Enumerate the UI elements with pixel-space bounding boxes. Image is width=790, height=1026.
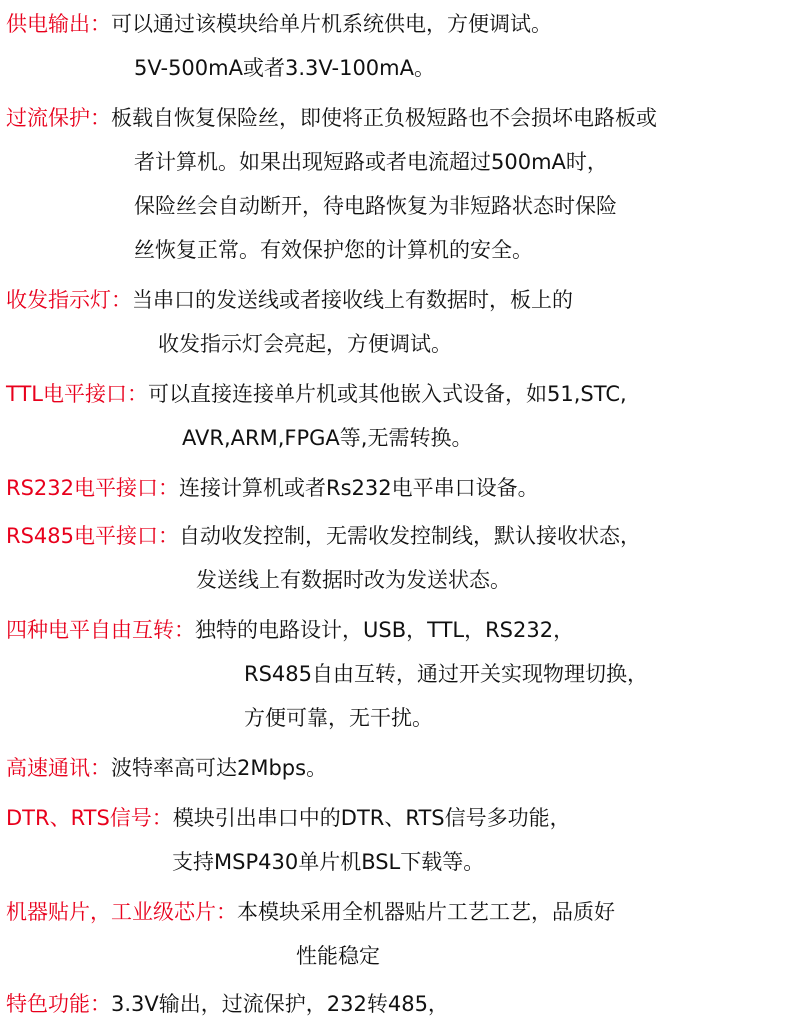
feature-line [0,934,790,978]
feature-text: 可以通过该模块给单片机系统供电，方便调试。 [111,12,552,36]
feature-line [0,184,790,228]
feature-text: 连接计算机或者Rs232电平串口设备。 [179,476,539,500]
feature-label: RS232电平接口： [6,476,180,500]
feature-line [0,796,790,840]
feature-text: 发送线上有数据时改为发送状态。 [196,568,511,592]
feature-machine-smt [0,890,790,978]
feature-label: 四种电平自由互转： [6,618,195,642]
feature-text: 3.3V输出，过流保护，232转485， [111,992,449,1016]
feature-text: 收发指示灯会亮起，方便调试。 [158,332,452,356]
feature-label: DTR、RTS信号： [6,806,173,830]
feature-text: 当串口的发送线或者接收线上有数据时，板上的 [132,288,573,312]
feature-tx-rx-indicator [0,278,790,366]
feature-line [0,140,790,184]
feature-line [0,558,790,602]
feature-text: 5V-500mA或者3.3V-100mA。 [134,56,435,80]
feature-text: 自动收发控制，无需收发控制线，默认接收状态， [179,524,642,548]
feature-label: TTL电平接口： [6,382,148,406]
feature-text: 可以直接连接单片机或其他嵌入式设备，如51,STC, [148,382,627,406]
feature-text: 板载自恢复保险丝，即使将正负极短路也不会损坏电路板或 [111,106,657,130]
feature-line [0,466,790,510]
feature-text: 支持MSP430单片机BSL下载等。 [172,850,485,874]
feature-text: AVR,ARM,FPGA等,无需转换。 [182,426,473,450]
feature-text: 者计算机。如果出现短路或者电流超过500mA时， [134,150,608,174]
feature-line [0,228,790,272]
feature-label: 过流保护： [6,106,111,130]
feature-label: 供电输出： [6,12,111,36]
feature-line [0,652,790,696]
feature-line [0,278,790,322]
feature-text: 方便可靠，无干扰。 [244,706,433,730]
feature-line [0,372,790,416]
feature-label: 特色功能： [6,992,111,1016]
feature-ttl-interface [0,372,790,460]
feature-text: RS485自由互转，通过开关实现物理切换， [244,662,649,686]
feature-line [0,608,790,652]
feature-line [0,982,790,1026]
feature-line [0,96,790,140]
feature-overcurrent-protection [0,96,790,272]
feature-rs232-interface [0,466,790,510]
feature-label: 高速通讯： [6,756,111,780]
feature-line [0,696,790,740]
feature-special-functions [0,982,790,1026]
feature-power-output [0,2,790,90]
feature-line [0,746,790,790]
feature-four-level-conversion [0,608,790,740]
feature-text: 丝恢复正常。有效保护您的计算机的安全。 [134,238,533,262]
feature-text: 性能稳定 [296,944,380,968]
feature-dtr-rts-signal [0,796,790,884]
feature-line [0,46,790,90]
feature-text: 独特的电路设计，USB，TTL，RS232， [195,618,575,642]
feature-label: 收发指示灯： [6,288,132,312]
feature-text: 本模块采用全机器贴片工艺工艺，品质好 [237,900,615,924]
feature-line [0,840,790,884]
feature-label: RS485电平接口： [6,524,180,548]
feature-line [0,416,790,460]
feature-line [0,890,790,934]
feature-text: 模块引出串口中的DTR、RTS信号多功能， [172,806,571,830]
feature-text: 保险丝会自动断开，待电路恢复为非短路状态时保险 [134,194,617,218]
feature-line [0,514,790,558]
feature-line [0,322,790,366]
feature-line [0,2,790,46]
feature-text: 波特率高可达2Mbps。 [111,756,328,780]
feature-rs485-interface [0,514,790,602]
feature-high-speed [0,746,790,790]
feature-label: 机器贴片，工业级芯片： [6,900,237,924]
